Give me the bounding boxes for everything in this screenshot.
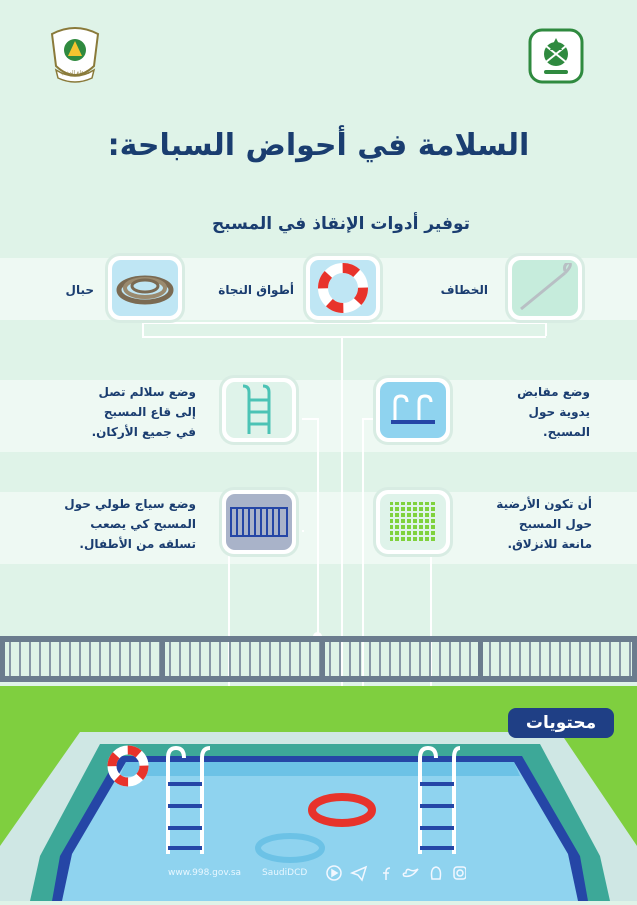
connector-line — [545, 322, 547, 336]
hook-tile — [508, 256, 582, 320]
floating-ring — [306, 790, 378, 834]
connector-line — [302, 418, 318, 420]
lifebuoy-icon — [315, 263, 371, 313]
floor-tile — [376, 490, 450, 554]
telegram-icon[interactable] — [350, 864, 366, 882]
ladder-tile — [222, 378, 296, 442]
instagram-icon[interactable] — [452, 864, 466, 882]
connector-line — [302, 530, 304, 532]
twitter-icon[interactable] — [402, 864, 420, 882]
footer-handle[interactable]: SaudiDCD — [262, 868, 308, 878]
connector-line — [317, 418, 319, 636]
handles-tile — [376, 378, 450, 442]
facebook-icon[interactable] — [380, 864, 394, 882]
pool-ladder-right — [414, 744, 464, 858]
ladders-tip: وضع سلالم تصل إلى قاع المسبح في جميع الأركان. — [91, 385, 196, 439]
civil-defense-logo — [46, 26, 104, 86]
handles-tip: وضع مقابض يدوية حول المسبح. — [517, 385, 590, 439]
youtube-icon[interactable] — [326, 864, 342, 882]
footer-website[interactable]: www.998.gov.sa — [168, 868, 242, 878]
rope-icon — [114, 268, 176, 308]
ring-label: أطواق النجاة — [218, 283, 294, 297]
floor-tip: أن تكون الأرضية حول المسبح مانعة للانزلاق. — [496, 497, 592, 551]
connector-line — [142, 336, 546, 338]
lifebuoy-on-deck — [104, 744, 152, 792]
fence-tip: وضع سياج طولي حول المسبح كي يصعب تسلقه من الأطفال. — [64, 497, 196, 551]
section-subtitle: توفير أدوات الإنقاذ في المسبح — [211, 214, 470, 234]
ring-tile — [306, 256, 380, 320]
hook-label: الخطاف — [440, 283, 488, 297]
watermark-badge: محتويات — [508, 708, 614, 738]
page-title: السلامة في أحواض السباحة: — [107, 128, 530, 163]
non-slip-floor-icon — [388, 500, 438, 544]
fence-illustration — [0, 636, 637, 688]
pool-handle-icon — [385, 390, 441, 430]
rope-tile — [108, 256, 182, 320]
snapchat-icon[interactable] — [428, 864, 444, 882]
hook-icon — [515, 263, 575, 313]
pool-ladder-left — [162, 744, 212, 858]
connector-line — [142, 322, 144, 336]
fence-tile — [222, 490, 296, 554]
ladder-icon — [239, 384, 279, 436]
civil-defense-logo-text: الدفاع المدني — [60, 70, 89, 76]
ministry-logo — [528, 28, 584, 84]
connector-line — [142, 322, 546, 324]
social-icons — [326, 864, 466, 882]
rope-label: حبال — [65, 283, 94, 297]
fence-icon — [229, 504, 289, 540]
